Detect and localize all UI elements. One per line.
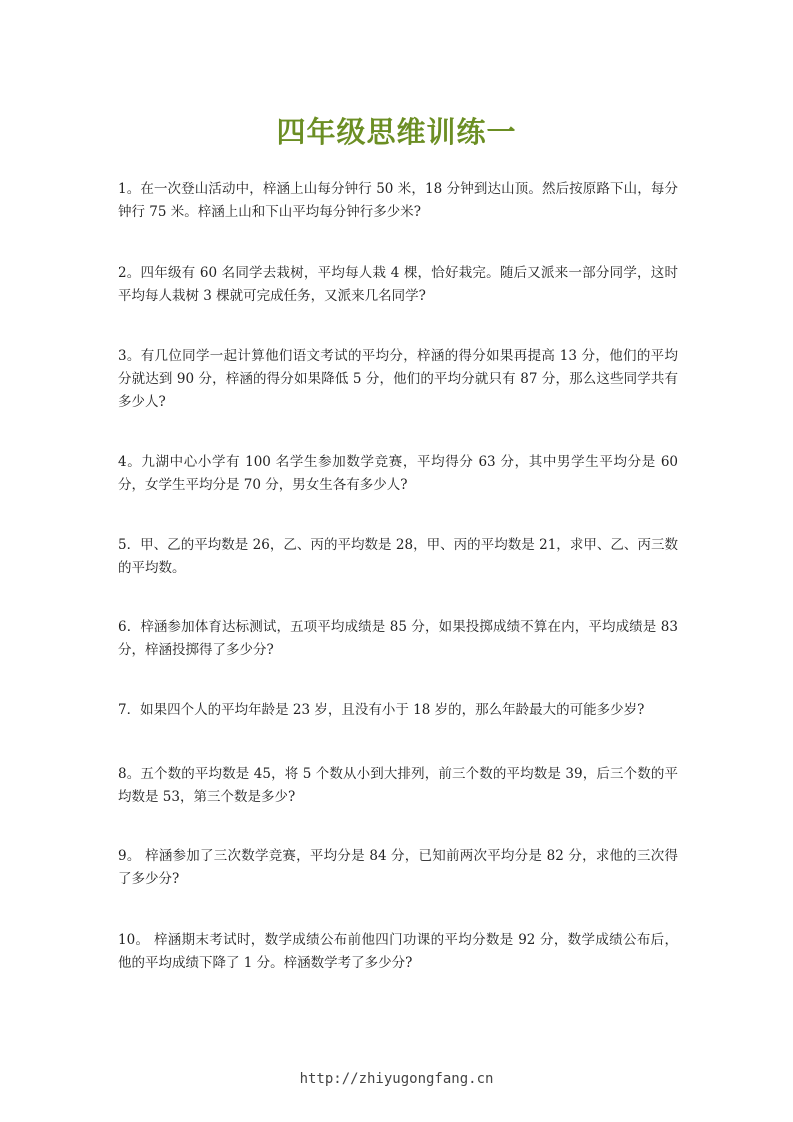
question-1: 1。在一次登山活动中，梓涵上山每分钟行 50 米，18 分钟到达山顶。然后按原路下山，每分钟行 75 米。梓涵上山和下山平均每分钟行多少米?	[118, 181, 678, 220]
question-2: 2。四年级有 60 名同学去栽树，平均每人栽 4 棵，恰好栽完。随后又派来一部分同学，这时平均每人栽树 3 棵就可完成任务，又派来几名同学?	[118, 265, 678, 304]
footer-url[interactable]: http://zhiyugongfang.cn	[299, 1071, 494, 1087]
question-8: 8。五个数的平均数是 45，将 5 个数从小到大排列，前三个数的平均数是 39，后三个数的平均数是 53，第三个数是多少?	[118, 766, 678, 805]
question-4: 4。九湖中心小学有 100 名学生参加数学竞赛，平均得分 63 分，其中男学生平均分是 60 分，女学生平均分是 70 分，男女生各有多少人?	[118, 454, 678, 493]
question-6: 6．梓涵参加体育达标测试，五项平均成绩是 85 分，如果投掷成绩不算在内，平均成绩是 83 分，梓涵投掷得了多少分?	[118, 619, 678, 658]
question-9: 9。 梓涵参加了三次数学竞赛，平均分是 84 分，已知前两次平均分是 82 分，求他的三次得了多少分?	[118, 848, 678, 887]
page-title: 四年级思维训练一	[276, 115, 517, 149]
question-5: 5．甲、乙的平均数是 26，乙、丙的平均数是 28，甲、丙的平均数是 21，求甲、乙、丙三数的平均数。	[118, 537, 678, 576]
question-7: 7．如果四个人的平均年龄是 23 岁，且没有小于 18 岁的，那么年龄最大的可能多少岁?	[118, 702, 645, 718]
question-3: 3。有几位同学一起计算他们语文考试的平均分，梓涵的得分如果再提高 13 分，他们的平均分就达到 90 分，梓涵的得分如果降低 5 分，他们的平均分就只有 87 分，那么这些同学共有多少人?	[118, 348, 678, 410]
question-10: 10。 梓涵期末考试时，数学成绩公布前他四门功课的平均分数是 92 分，数学成绩公布后，他的平均成绩下降了 1 分。梓涵数学考了多少分?	[118, 932, 678, 971]
